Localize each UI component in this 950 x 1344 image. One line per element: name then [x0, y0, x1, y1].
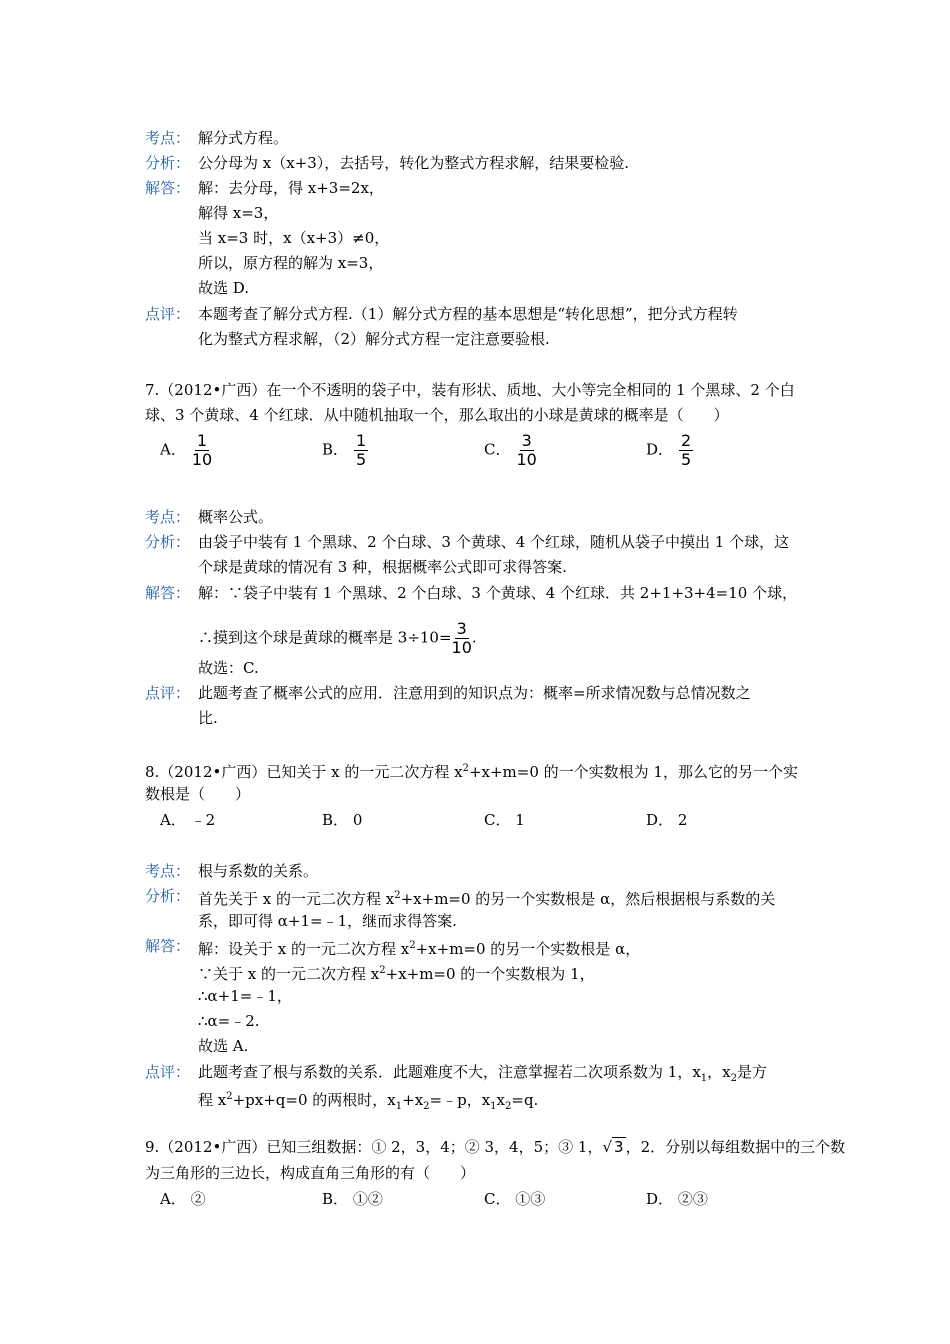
q7-dianping-text: 此题考查了概率公式的应用．注意用到的知识点为：概率=所求情况数与总情况数之 [198, 684, 751, 702]
q7-stem: 球、3 个黄球、4 个红球．从中随机抽取一个，那么取出的小球是黄球的概率是（ ） [145, 406, 729, 424]
q6-jieda-line: 所以，原方程的解为 x=3， [198, 254, 384, 272]
jieda-text: ∴摸到这个球是黄球的概率是 3÷10= [198, 628, 452, 647]
fraction [192, 432, 212, 469]
q6-jieda-line: 解得 x=3， [198, 204, 279, 222]
q8-jieda-line: 故选 A. [198, 1037, 249, 1055]
q9-stem: 为三角形的三边长，构成直角三角形的有（ ） [145, 1164, 476, 1182]
q8-stem: 数根是（ ） [145, 785, 251, 803]
q6-jieda-line: 解：去分母，得 x+3=2x， [198, 179, 384, 197]
option-text: 0 [352, 811, 363, 829]
q6-fenxi-text: 公分母为 x（x+3），去括号，转化为整式方程求解，结果要检验. [198, 154, 630, 172]
numerator: 3 [521, 431, 532, 450]
jieda-text: ∵关于 x 的一元二次方程 x [198, 965, 380, 983]
superscript: 2 [379, 965, 386, 976]
denominator: 5 [681, 450, 692, 469]
denominator: 5 [356, 450, 367, 469]
q7-option-b [322, 432, 368, 469]
option-label: C． [484, 440, 511, 459]
period: . [471, 628, 477, 647]
option-label: A． [160, 440, 186, 459]
fraction [679, 432, 693, 469]
q8-dianping-text [198, 1087, 538, 1117]
option-label: D． [646, 440, 674, 459]
dianping-text: =q. [511, 1091, 539, 1109]
denominator: 10 [516, 450, 537, 469]
q8-jieda-line: ∴α=﹣2. [198, 1012, 260, 1030]
option-label: A． [160, 1190, 186, 1208]
q9-stem [145, 1137, 845, 1157]
fraction [452, 620, 472, 657]
fenxi-label: 分析： [145, 887, 191, 905]
q8-option-b [322, 810, 362, 830]
subscript: 1 [490, 1101, 497, 1112]
option-text: ②③ [677, 1190, 708, 1208]
dianping-label: 点评： [145, 684, 191, 702]
dianping-text: 程 x [198, 1091, 227, 1109]
option-text: ①② [352, 1190, 383, 1208]
kaodian-label: 考点： [145, 862, 191, 880]
q7-jieda-line: 解：∵袋子中装有 1 个黑球、2 个白球、3 个黄球、4 个红球．共 2+1+3+4=10 个球， [198, 584, 798, 602]
q8-dianping-text [198, 1062, 767, 1089]
q6-dianping-text: 化为整式方程求解，（2）解分式方程一定注意要验根. [198, 330, 550, 348]
q8-option-c [484, 810, 525, 830]
subscript: 2 [730, 1073, 737, 1084]
numerator: 1 [196, 431, 208, 450]
q8-option-a [160, 810, 215, 830]
jieda-text: +x+m=0 的一个实数根为 1， [385, 965, 595, 983]
q6-jieda-line: 当 x=3 时，x（x+3）≠0， [198, 229, 390, 247]
q7-dianping-text: 比. [198, 709, 218, 727]
subscript: 2 [423, 1101, 430, 1112]
dianping-text: 是方 [737, 1063, 768, 1081]
option-label: D． [646, 1190, 674, 1208]
q9-option-a [160, 1189, 206, 1209]
fenxi-label: 分析： [145, 154, 191, 172]
q7-stem: 7.（2012•广西）在一个不透明的袋子中，装有形状、质地、大小等完全相同的 1 个黑球、2 个白 [145, 381, 795, 399]
dianping-text: 此题考查了根与系数的关系．此题难度不大，注意掌握若二次项系数为 1，x [198, 1063, 701, 1081]
dianping-label: 点评： [145, 1063, 191, 1081]
q6-kaodian-text: 解分式方程。 [198, 129, 289, 147]
option-text: ② [190, 1190, 206, 1208]
dianping-label: 点评： [145, 305, 191, 323]
dianping-text: =﹣p，x [429, 1091, 491, 1109]
q7-option-a [160, 432, 212, 469]
numerator: 2 [681, 431, 692, 450]
q8-option-d [646, 810, 687, 830]
q7-option-c [484, 432, 537, 469]
q8-jieda-line [198, 936, 640, 959]
q7-jieda-line: 故选：C. [198, 659, 259, 677]
q6-dianping-text: 本题考查了解分式方程.（1）解分式方程的基本思想是“转化思想”，把分式方程转 [198, 305, 738, 323]
fenxi-text: +x+m=0 的另一个实数根是 α，然后根据根与系数的关 [400, 890, 776, 908]
superscript: 2 [409, 940, 416, 951]
superscript: 2 [462, 763, 469, 774]
denominator: 10 [191, 450, 213, 469]
option-text: ①③ [515, 1190, 546, 1208]
q6-jieda-line: 故选 D. [198, 279, 250, 297]
jieda-text: +x+m=0 的另一个实数根是 α， [415, 940, 641, 958]
q7-kaodian-text: 概率公式。 [198, 508, 274, 526]
q7-fenxi-text: 个球是黄球的情况有 3 种，根据概率公式即可求得答案. [198, 558, 567, 576]
stem-text: ，2．分别以每组数据中的三个数 [625, 1138, 846, 1156]
fraction [354, 432, 368, 469]
stem-text: 8.（2012•广西）已知关于 x 的一元二次方程 x [145, 763, 463, 781]
fraction [516, 432, 536, 469]
q7-option-d [646, 432, 693, 469]
stem-text: 9.（2012•广西）已知三组数据：① 2，3，4；② 3，4，5；③ 1， [145, 1138, 603, 1156]
q8-jieda-line: ∴α+1=﹣1， [198, 987, 292, 1005]
jieda-text: 解：设关于 x 的一元二次方程 x [198, 940, 410, 958]
q8-jieda-line [198, 961, 595, 984]
numerator: 1 [356, 431, 367, 450]
dianping-text: ，x [707, 1063, 731, 1081]
dianping-text: +x [402, 1091, 424, 1109]
dianping-text: +px+q=0 的两根时，x [232, 1091, 396, 1109]
q9-option-c [484, 1189, 545, 1209]
subscript: 2 [505, 1101, 512, 1112]
jieda-label: 解答： [145, 179, 191, 197]
option-label: B． [322, 1190, 349, 1208]
option-text: 2 [677, 811, 688, 829]
subscript: 1 [395, 1101, 403, 1112]
fenxi-text: 首先关于 x 的一元二次方程 x [198, 890, 395, 908]
jieda-label: 解答： [145, 584, 191, 602]
sqrt-symbol: √ 3 [602, 1138, 624, 1156]
denominator: 10 [451, 638, 472, 657]
option-text: ﹣2 [190, 811, 216, 829]
q9-option-d [646, 1189, 708, 1209]
q8-fenxi-text: 系，即可得 α+1=﹣1，继而求得答案. [198, 912, 457, 930]
q7-fenxi-text: 由袋子中装有 1 个黑球、2 个白球、3 个黄球、4 个红球，随机从袋子中摸出 1 个球，这 [198, 533, 790, 551]
dianping-text: x [496, 1091, 506, 1109]
option-label: A． [160, 811, 186, 829]
option-label: C． [484, 811, 511, 829]
q8-kaodian-text: 根与系数的关系。 [198, 862, 319, 880]
numerator: 3 [456, 619, 467, 638]
q8-fenxi-text [198, 886, 775, 909]
q8-stem [145, 759, 798, 782]
option-label: C． [484, 1190, 511, 1208]
superscript: 2 [226, 1091, 233, 1102]
kaodian-label: 考点： [145, 508, 191, 526]
superscript: 2 [394, 890, 401, 901]
option-label: B． [322, 811, 349, 829]
q9-option-b [322, 1189, 383, 1209]
stem-text: +x+m=0 的一个实数根为 1，那么它的另一个实 [468, 763, 798, 781]
subscript: 1 [700, 1073, 708, 1084]
radicand: 3 [614, 1138, 624, 1156]
option-text: 1 [515, 811, 525, 829]
fenxi-label: 分析： [145, 533, 191, 551]
option-label: B． [322, 440, 349, 459]
kaodian-label: 考点： [145, 129, 191, 147]
jieda-label: 解答： [145, 937, 191, 955]
q7-jieda-line [198, 620, 477, 657]
option-label: D． [646, 811, 674, 829]
